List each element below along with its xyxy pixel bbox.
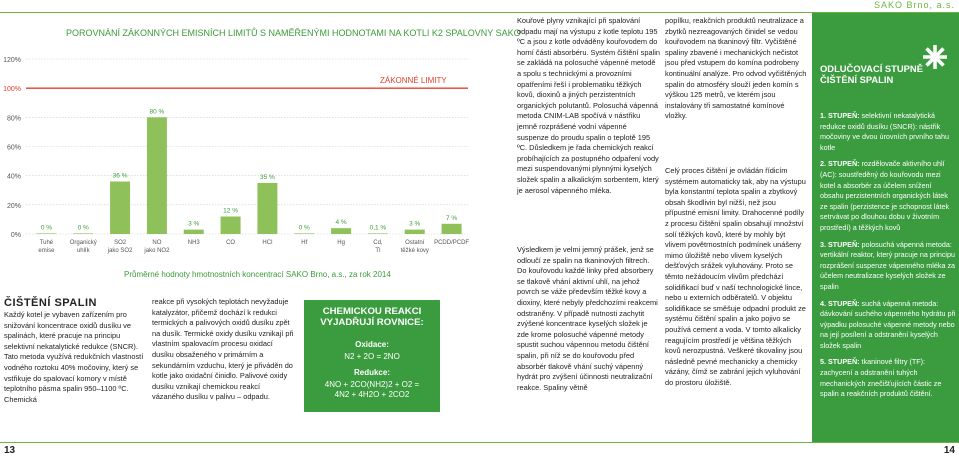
bar (442, 224, 462, 234)
category-label: PCDD/PCDF (434, 240, 470, 246)
section-heading: ČIŠTĚNÍ SPALIN (4, 297, 97, 309)
category-label: jako SO2 (107, 248, 133, 254)
category-label: Hg (337, 240, 345, 246)
stage-label: 2. STUPEŇ: (820, 159, 860, 169)
y-tick-label: 0% (10, 232, 21, 239)
brand-name: SAKO Brno, a.s. (873, 0, 955, 10)
category-label: CO (226, 240, 236, 246)
bar (73, 233, 93, 234)
col4-paragraph-2: Celý proces čištění je ovládán řídicím systémem automaticky tak, aby na výstupu byla konstantní teplota spalin a zbytkový obsah škodlivin byl nižší, než jsou přípustné emisní limity. Drahocenné podíly z procesu čištění spalin obsahují množství solí těžkých kovů, které by mohly být vlivem povětrnostních podmínek unášeny mimo úložiště nebo vlivem kyselých dešťových srážek vyluhovány. Proto se těmto nežádoucím vlivům předchází solidifikací buď v naší technologické lince, nebo u externích odběratelů. V objektu solidifikace se směšuje odpadní produkt ze systému čištění spalin a jako pojivo se používá cement a voda. V tomto alkalicky reagujícím prostředí je většina těžkých kovů nerozpustná. Veškeré tikovaliny jsou následně pevné mechanicky a chemicky vázány, čímž se zabrání jejich vyluhování do prostoru úložiště. (665, 166, 806, 387)
emission-chart (0, 50, 470, 275)
y-tick-label: 100% (3, 86, 21, 94)
value-label: 3 % (409, 220, 421, 228)
bar (221, 217, 241, 235)
col3-paragraph: Kouřové plyny vznikající při spalování odpadu mají na výstupu z kotle teplotu 195 ºC a jsou z kotle odváděny kouřovodem do horní části absorbéru. Systém čištění spalin se zakládá na polosuché vápenné metodě a spolu s technickými a provozními opatřeními řeší i problematiku těžkých kovů, dioxinů a jiných perzistentních organických polutantů. Polosuchá vápenná metoda CNIM-LAB spočívá v nástřiku jemně rozprášené vodní vápenné suspenze do proudu spalin o teplotě 195 ºC. Důsledkem je řada chemických reakcí probíhajících za postupného odpaření vody mezi suspendovanými plynnými kyselých složek spalin a alkalickým sorbentem, který je aerosol vápenného mléka. (517, 16, 660, 195)
bar (257, 183, 277, 234)
category-label: HCl (262, 240, 273, 246)
chart-title: POROVNÁNÍ ZÁKONNÝCH EMISNÍCH LIMITŮ S NAMĚŘENÝMI HODNOTAMI NA KOTLI K2 SPALOVNY SAKO (66, 28, 521, 38)
stage-label: 1. STUPEŇ: (820, 111, 860, 120)
category-label: Ostatní (405, 240, 425, 246)
category-label: emise (38, 248, 55, 254)
bottom-rule (0, 442, 959, 443)
category-label: Cd, (373, 240, 383, 246)
bar (147, 117, 167, 234)
value-label: 80 % (149, 108, 165, 116)
value-label: 0,1 % (369, 224, 387, 232)
col3-paragraph-2: Výsledkem je velmi jemný prášek, jenž se odloučí ze spalin na tkaninových filtrech. Do kouřovodu každé linky před absorbery se tlakově vhání aktivní uhlí, na jehož povrch se váže především těžké kovy a dioxiny, které nebyly předchozími reakcemi odstraněny. V případě nutnosti zachytit zvýšené koncentrace kyselých složek je zde krome polosuché vápenné metody spustit suchou vápennou metodu čištění spalin, při níž se do kouřovodu před absorbér tlakově vhání suchý vápenný hydrát pro zvýšení účinnosti neutralizační reakce. Spaliny větně (517, 245, 658, 392)
col4-paragraph: popílku, reakčních produktů neutralizace a zbytků nezreagovaných činidel se vedou kouřovodem na tkaninový filtr. Vyčištěné spaliny zbavené i mechanických nečistot jsou před vstupem do komína podrobeny kontinuální analýze. Pro odvod vyčištěných spalin do atmosféry slouží jeden komín s výškou 125 metrů, ve kterém jsou instalovány tři samostatné komínové vložky. (665, 16, 807, 121)
value-label: 36 % (112, 172, 128, 180)
value-label: 0 % (40, 224, 53, 232)
oxidation-label: Oxidace: (355, 340, 389, 349)
value-label: 35 % (260, 173, 275, 181)
reduction-equation-2: 4N2 + 4H2O + 2CO2 (334, 390, 410, 399)
value-label: 7 % (445, 214, 458, 222)
stage-text: rozdělovače aktivního uhlí (AC): soustředěný do kouřovodu mezi kotel a absorbér za účelem snížení obsahu perzistentních organických látek ze spalin (perzistence je schopnost látek setrvávat po dlouhou dobu v životním prostředí) a těžkých kovů (820, 159, 950, 232)
limits-label: ZÁKONNÉ LIMITY (380, 76, 447, 85)
value-label: 12 % (223, 207, 238, 215)
stage-text: selektivní nekatalytická redukce oxidů dusíku (SNCR): nástřik močoviny ve dvou úrovních prvního tahu kotle (820, 111, 950, 152)
reduction-equation-1: 4NO + 2CO(NH2)2 + O2 = (324, 380, 420, 389)
cleaning-stages-sidebar (812, 13, 959, 442)
col2-paragraph: reakce při vysokých teplotách nevyžaduje katalyzátor, přičemž dochází k redukci termických a palivových oxidů dusíku zpět na dusík. Termické oxidy dusíku vznikají při vlastním spalovacím procesu oxidací dusíku obsaženého v primárním a sekundárním vzduchu, který je přiváděn do kotle jako oxidační činidlo. Palivové oxidy dusíku vznikají chemickou reakcí vázaného dusíku v palivu – odpadu. (152, 297, 294, 402)
reduction-label: Redukce: (353, 368, 390, 377)
y-tick-label: 120% (3, 57, 21, 64)
category-label: Hf (301, 240, 308, 246)
y-tick-label: 40% (6, 173, 21, 181)
reaction-box (304, 300, 440, 412)
bar (368, 233, 388, 234)
stage-item (820, 111, 956, 153)
category-label: NO (152, 240, 162, 246)
y-tick-label: 20% (6, 202, 21, 210)
value-label: 3 % (188, 220, 200, 228)
category-label: Tuhé (39, 240, 54, 246)
col1-paragraph: Každý kotel je vybaven zařízením pro snižování koncentrace oxidů dusíku ve spalinách, které pracuje na principu selektivní nekatalytické redukce (SNCR). Tato metoda využívá redukčních vlastností vodného roztoku 40% močoviny, který se vstřikuje do spalovací komory v místě teplotního pásma spalin 950–1100 ºC. Chemická (4, 310, 144, 404)
stage-item (820, 240, 956, 293)
chart-caption: Průměrné hodnoty hmotnostních koncentrací SAKO Brno, a.s., za rok 2014 (124, 270, 391, 279)
category-label: SO2 (114, 240, 127, 246)
sidebar-items (820, 111, 956, 406)
stage-text: suchá vápenná metoda: dávkování suchého vápenného hydrátu při výpadku polosuché vápenné metody nebo na její posílení a odstranění kyselých složek spalin (820, 298, 956, 350)
stage-text: polosuchá vápenná metoda: vertikální reaktor, který pracuje na principu rozprášení suspenze vápenného mléka za účelem neutralizace kyselých složek ze spalin (820, 239, 956, 291)
category-label: jako NO2 (144, 248, 170, 254)
stage-item (820, 159, 956, 233)
stage-item (820, 299, 956, 352)
value-label: 0 % (77, 224, 89, 232)
bar (405, 230, 425, 234)
y-tick-label: 80% (6, 115, 21, 123)
category-label: NH3 (187, 240, 200, 246)
bar (36, 233, 56, 234)
sidebar-title: ODLUČOVACÍ STUPNĚ ČIŠTĚNÍ SPALIN (820, 63, 923, 85)
stage-text: tkaninové filtry (TF): zachycení a odstranění tuhých mechanických znečišťujících částic ze spalin a reakčních produktů čištění. (820, 357, 942, 399)
page-number-left: 13 (4, 445, 16, 456)
bar (110, 182, 130, 235)
oxidation-equation: N2 + 2O = 2NO (344, 352, 400, 361)
value-label: 0 % (298, 224, 310, 232)
category-label: těžké kovy (400, 248, 429, 254)
value-label: 4 % (335, 219, 347, 227)
bar (184, 230, 204, 234)
category-label: Tl (375, 248, 381, 254)
category-label: uhlík (76, 248, 90, 254)
page-number-right: 14 (943, 445, 955, 456)
bar (294, 233, 314, 234)
stage-label: 5. STUPEŇ: (820, 357, 860, 367)
y-tick-label: 60% (6, 144, 21, 152)
stage-label: 4. STUPEŇ: (820, 298, 860, 308)
stage-item (820, 357, 956, 399)
bar (331, 228, 351, 234)
asterisk-icon (922, 44, 948, 70)
stage-label: 3. STUPEŇ: (820, 239, 860, 249)
category-label: Organický (69, 240, 97, 246)
reaction-box-title: CHEMICKOU REAKCI VYJADŘUJÍ ROVNICE: (320, 306, 424, 328)
